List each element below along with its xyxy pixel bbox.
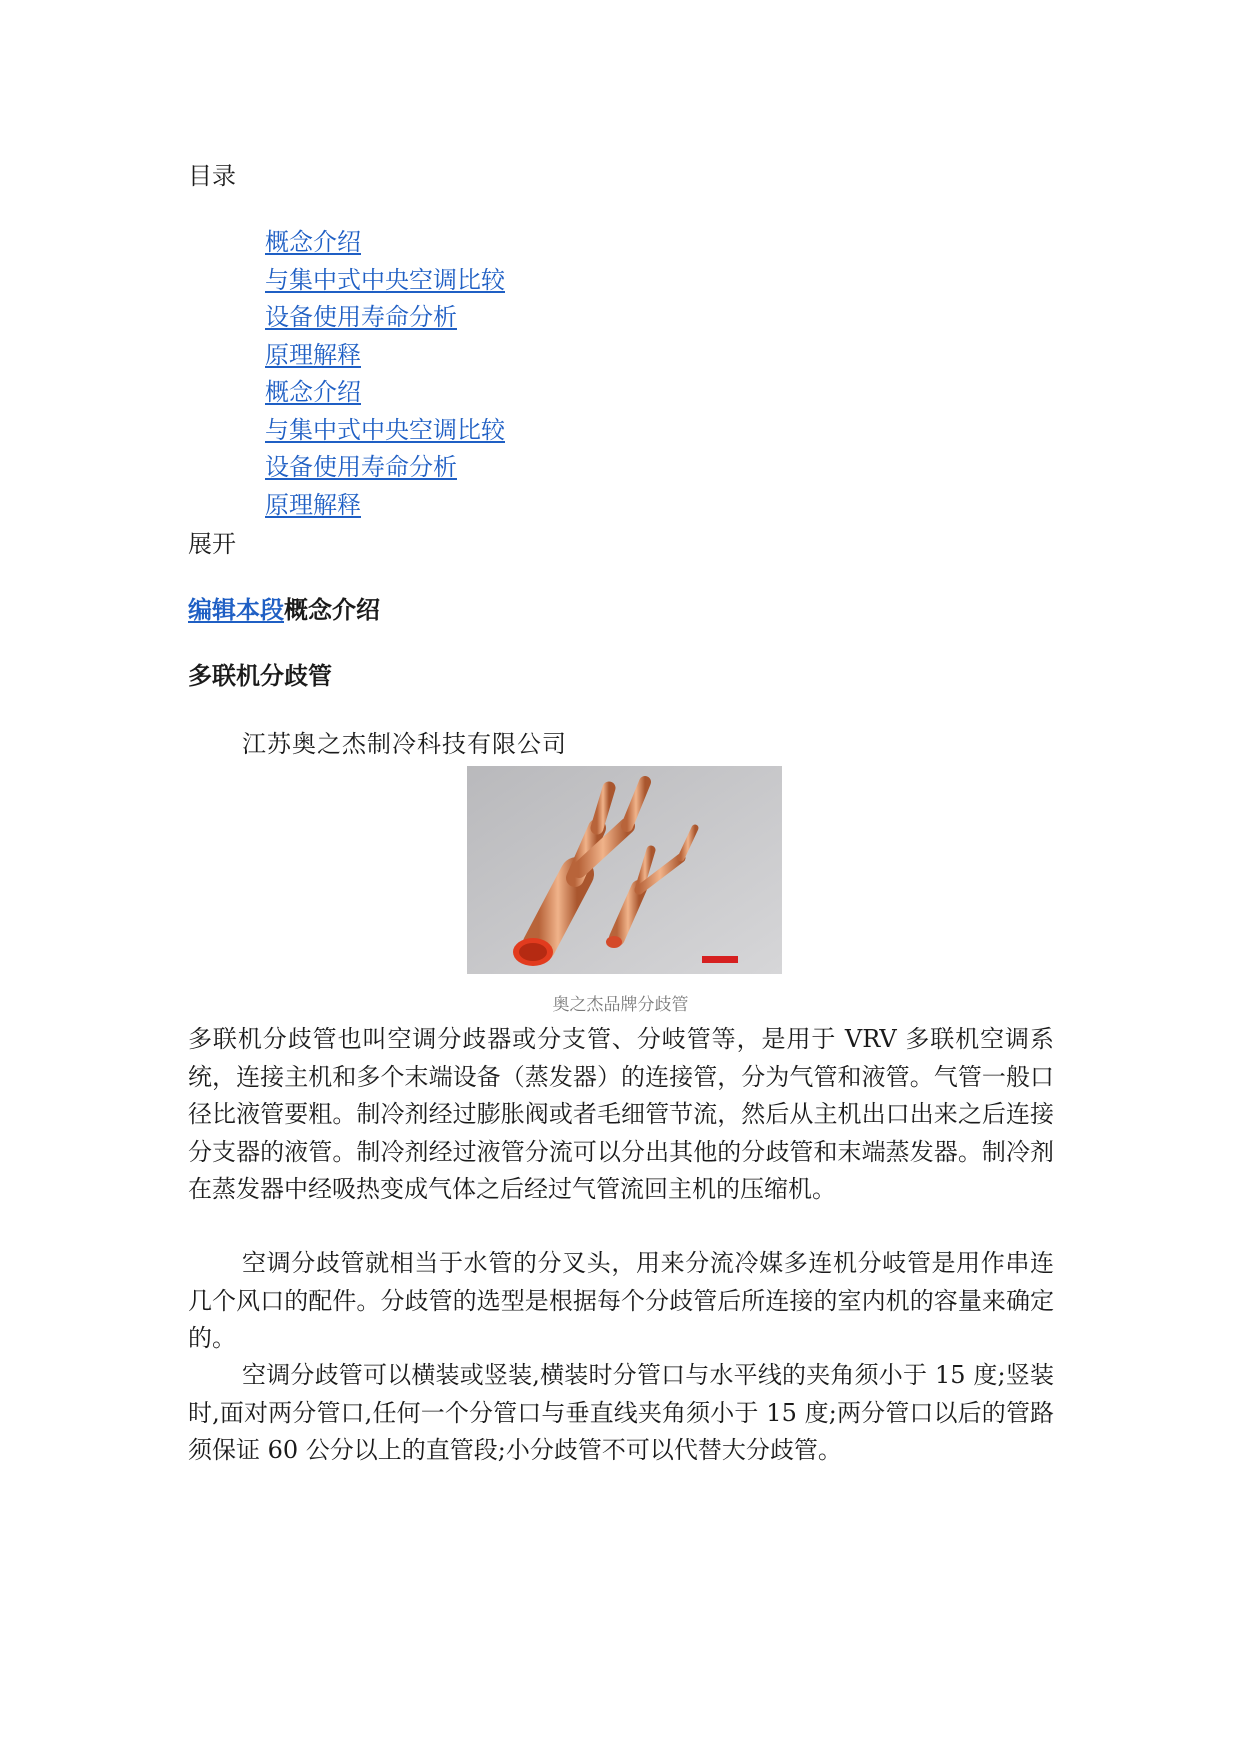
sub-heading: 多联机分歧管	[188, 662, 332, 690]
toc-link-lifespan[interactable]: 设备使用寿命分析	[265, 303, 457, 331]
toc-item	[265, 412, 505, 450]
toc-link-lifespan-2[interactable]: 设备使用寿命分析	[265, 453, 457, 481]
toc-link-concept[interactable]: 概念介绍	[265, 228, 361, 256]
toc-link-comparison[interactable]: 与集中式中央空调比较	[265, 265, 505, 294]
toc-link-principle-2[interactable]: 原理解释	[265, 490, 361, 519]
image-caption: 奥之杰品牌分歧管	[552, 995, 689, 1015]
branch-pipe-photo	[467, 766, 782, 974]
paragraph-text: 空调分歧管就相当于水管的分叉头，用来分流冷媒多连机分岐管是用作串连几个风口的配件。分歧管的选型是根据每个分歧管后所连接的室内机的容量来确定的。	[188, 1249, 1054, 1352]
section-title: 概念介绍	[284, 596, 380, 624]
toc-item	[265, 487, 505, 525]
toc-item	[265, 262, 505, 300]
expand-toggle[interactable]: 展开	[188, 530, 236, 558]
paragraph-2	[188, 1245, 1054, 1358]
paragraph-3	[188, 1357, 1054, 1470]
toc-list	[265, 224, 505, 524]
photo-date-stamp	[702, 956, 738, 963]
section-heading	[188, 590, 380, 625]
toc-item	[265, 374, 505, 412]
toc-link-comparison-2[interactable]: 与集中式中央空调比较	[265, 415, 505, 444]
toc-item	[265, 449, 505, 487]
paragraph-text: 多联机分歧管也叫空调分歧器或分支管、分岐管等，是用于 VRV 多联机空调系统，连接主机和多个末端设备（蒸发器）的连接管，分为气管和液管。气管一般口径比液管要粗。制冷剂经过膨胀阀或者毛细管节流，然后从主机出口出来之后连接分支器的液管。制冷剂经过液管分流可以分出其他的分歧管和末端蒸发器。制冷剂在蒸发器中经吸热变成气体之后经过气管流回主机的压缩机。	[188, 1025, 1054, 1203]
paragraph-text: 空调分歧管可以横装或竖装,横装时分管口与水平线的夹角须小于 15 度;竖装时,面对两分管口,任何一个分管口与垂直线夹角须小于 15 度;两分管口以后的管路须保证 60 公分以上的直管段;小分歧管不可以代替大分歧管。	[188, 1361, 1054, 1464]
paragraph-1	[188, 1021, 1054, 1209]
edit-section-link[interactable]: 编辑本段	[188, 596, 284, 624]
toc-item	[265, 337, 505, 375]
toc-link-concept-2[interactable]: 概念介绍	[265, 378, 361, 406]
toc-item	[265, 224, 505, 262]
toc-heading: 目录	[188, 162, 236, 190]
toc-link-principle[interactable]: 原理解释	[265, 340, 361, 369]
company-name: 江苏奥之杰制冷科技有限公司	[242, 730, 567, 758]
toc-item	[265, 299, 505, 337]
